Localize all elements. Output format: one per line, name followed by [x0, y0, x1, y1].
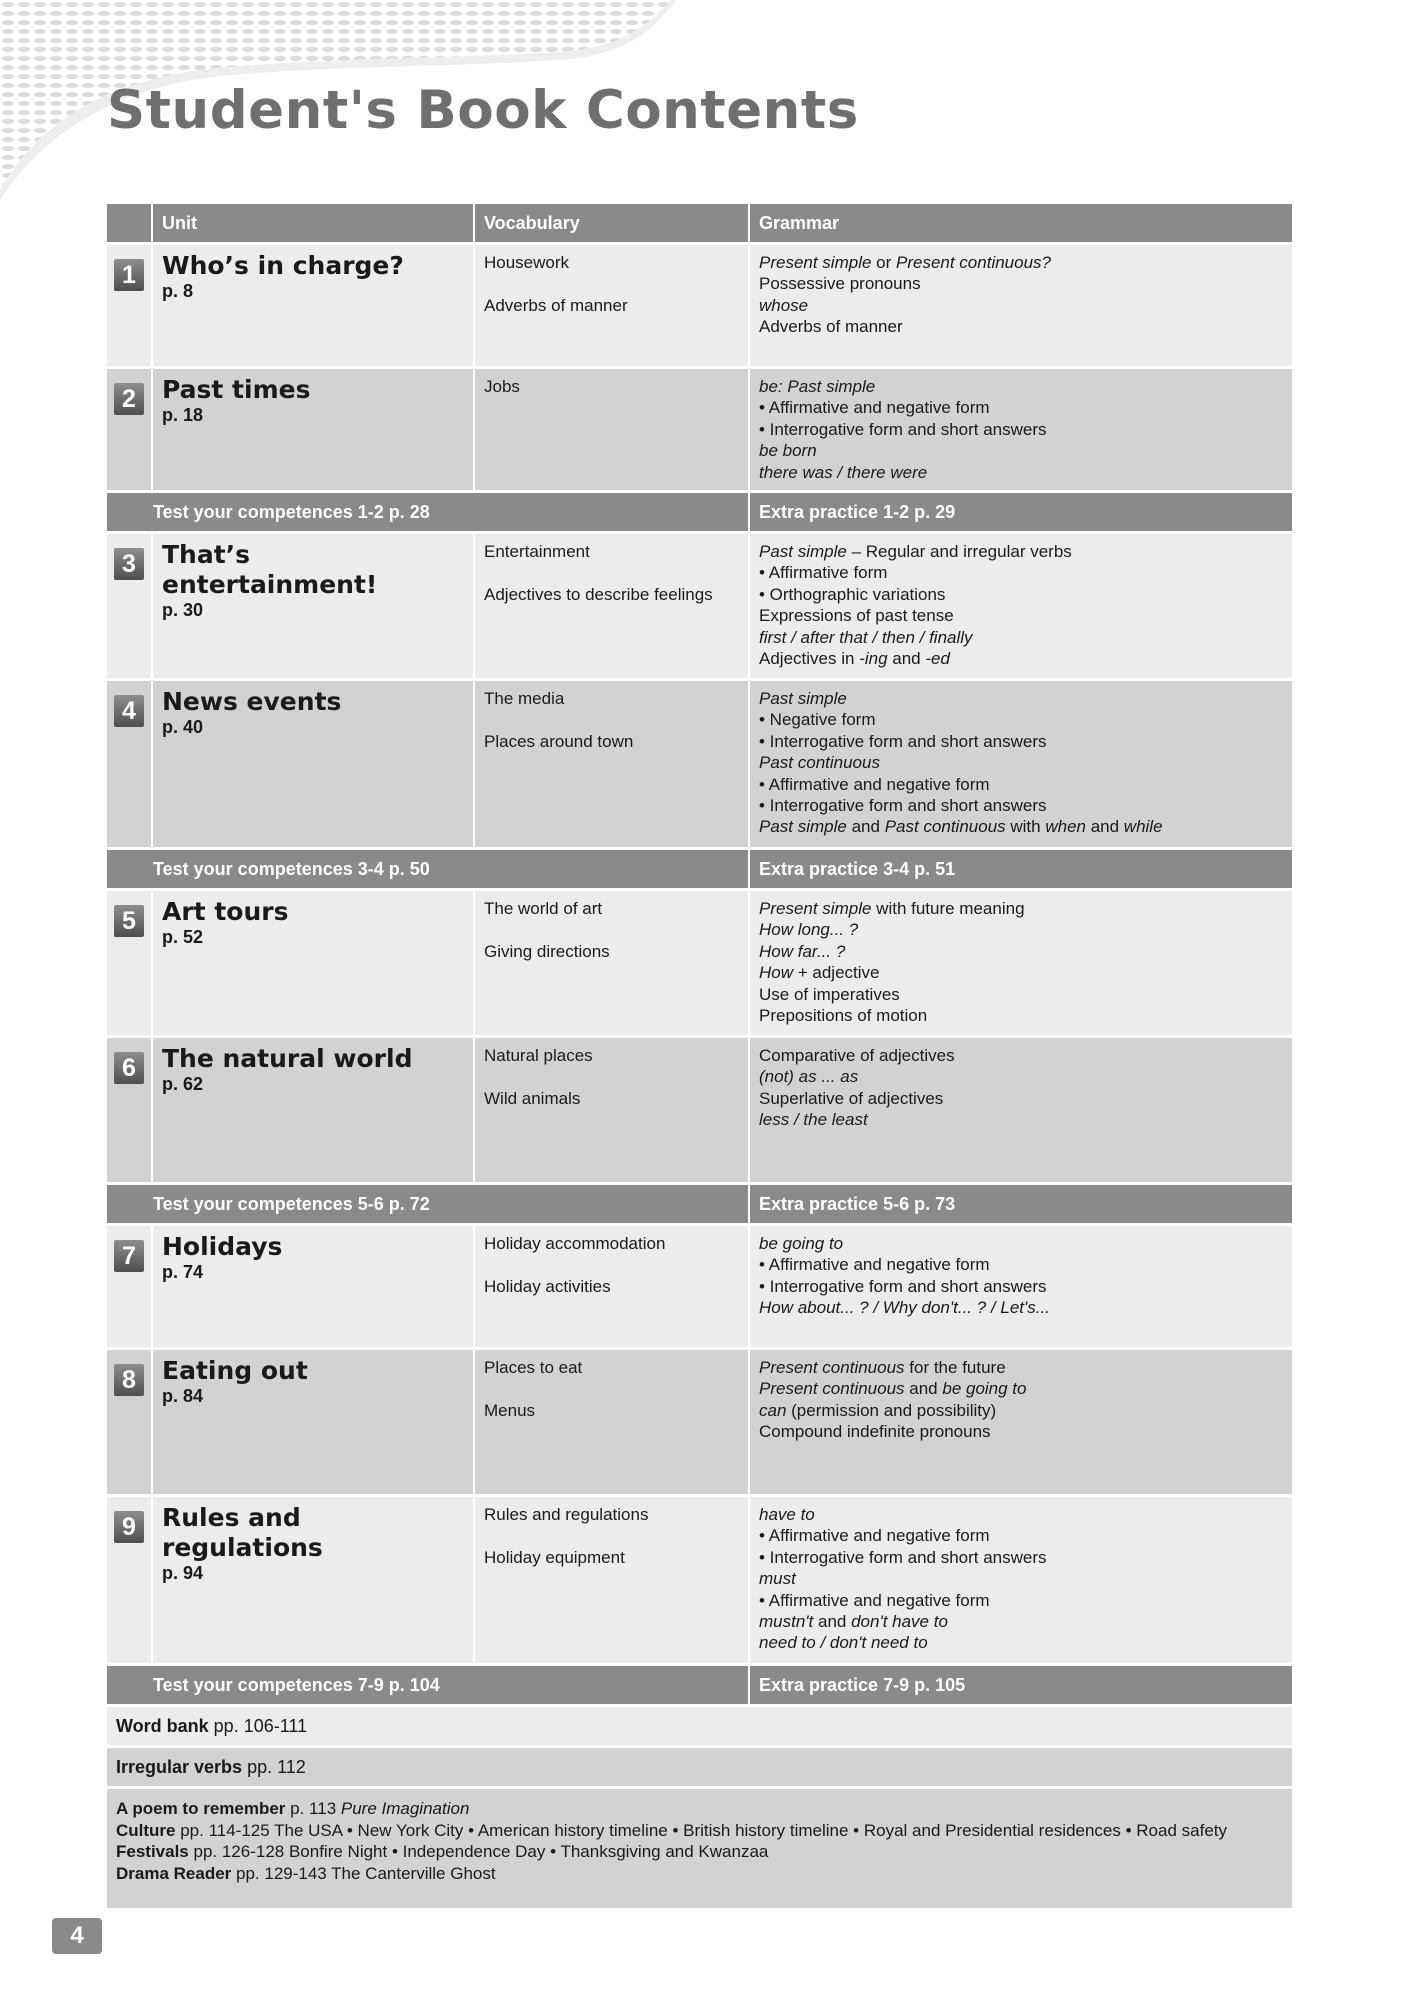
page-number: 4 — [52, 1918, 102, 1954]
unit-number-cell — [107, 1497, 153, 1663]
unit-number-badge: 2 — [114, 383, 144, 415]
unit-row-6 — [107, 1035, 1292, 1182]
unit-row-1 — [107, 242, 1292, 366]
vocabulary-item: Entertainment — [484, 542, 590, 561]
grammar-segment: and — [904, 1379, 943, 1399]
grammar-line — [759, 1254, 1283, 1275]
header-grammar: Grammar — [750, 204, 1292, 242]
grammar-segment: Past simple — [759, 817, 847, 837]
unit-number-badge: 3 — [114, 548, 144, 580]
grammar-segment: Comparative of adjectives — [759, 1046, 955, 1065]
grammar-line — [759, 1400, 1283, 1421]
unit-title-cell — [153, 1350, 475, 1494]
grammar-segment: • Affirmative and negative form — [759, 774, 990, 794]
extras-segment: A poem to remember — [116, 1799, 286, 1818]
grammar-line — [759, 376, 1283, 397]
grammar-cell — [750, 369, 1292, 490]
irregular-verbs-label: Irregular verbs — [116, 1757, 243, 1777]
grammar-line — [759, 397, 1283, 418]
grammar-segment: have to — [759, 1505, 815, 1524]
grammar-segment: and — [846, 817, 885, 837]
grammar-segment: be born — [759, 441, 817, 461]
grammar-line — [759, 1066, 1283, 1087]
unit-title: Eating out — [162, 1356, 308, 1385]
unit-page-ref: p. 40 — [162, 717, 204, 737]
vocabulary-item: The media — [484, 689, 565, 708]
grammar-segment: • Interrogative form and short answers — [759, 419, 1047, 439]
unit-title: News events — [162, 687, 342, 716]
grammar-cell — [750, 681, 1292, 847]
grammar-line — [759, 1297, 1283, 1318]
grammar-segment: while — [1123, 817, 1163, 837]
grammar-line — [759, 273, 1283, 294]
grammar-segment: don't have to — [851, 1612, 948, 1632]
vocabulary-cell — [475, 534, 750, 678]
grammar-segment: Past continuous — [884, 817, 1006, 837]
unit-title: Holidays — [162, 1232, 283, 1261]
extras-block — [107, 1786, 1292, 1908]
grammar-line — [759, 1378, 1283, 1399]
grammar-cell — [750, 1226, 1292, 1347]
unit-page-ref: p. 30 — [162, 600, 204, 620]
grammar-segment: there was / there were — [759, 462, 928, 482]
unit-number-cell — [107, 369, 153, 490]
unit-number-badge: 6 — [114, 1052, 144, 1084]
vocabulary-item: Places to eat — [484, 1358, 583, 1377]
grammar-segment: • Affirmative and negative form — [759, 398, 990, 418]
unit-title-cell — [153, 369, 475, 490]
vocabulary-item: Holiday accommodation — [484, 1234, 666, 1253]
grammar-cell — [750, 1350, 1292, 1494]
unit-title-cell — [153, 681, 475, 847]
grammar-line — [759, 709, 1283, 730]
grammar-line — [759, 941, 1283, 962]
unit-number-cell — [107, 534, 153, 678]
extras-segment: pp. 114-125 The USA • New York City • American history timeline • British history timeline • Royal and Presidential residences • Road safety — [175, 1820, 1228, 1840]
grammar-segment: must — [759, 1569, 796, 1589]
grammar-line — [759, 1005, 1283, 1026]
vocabulary-item: Adverbs of manner — [484, 296, 628, 315]
grammar-line — [759, 1421, 1283, 1442]
grammar-line — [759, 1504, 1283, 1525]
extras-segment: Culture — [116, 1820, 176, 1840]
grammar-line — [759, 984, 1283, 1005]
grammar-segment: Adverbs of manner — [759, 317, 903, 337]
unit-title: Past times — [162, 375, 311, 404]
unit-row-3 — [107, 531, 1292, 678]
vocabulary-cell — [475, 891, 750, 1035]
unit-page-ref: p. 52 — [162, 927, 204, 947]
unit-title-cell — [153, 1038, 475, 1182]
grammar-segment: can — [759, 1400, 787, 1420]
unit-title: That’s entertainment! — [162, 540, 378, 599]
grammar-segment: Past simple — [759, 542, 847, 561]
irregular-verbs-pages: pp. 112 — [242, 1757, 306, 1777]
vocabulary-item: The world of art — [484, 899, 603, 918]
unit-number-badge: 1 — [114, 259, 144, 291]
unit-page-ref: p. 84 — [162, 1386, 204, 1406]
grammar-line — [759, 1632, 1283, 1653]
grammar-line — [759, 1525, 1283, 1546]
extras-segment: pp. 126-128 Bonfire Night • Independence Day • Thanksgiving and Kwanzaa — [188, 1842, 769, 1861]
grammar-line — [759, 962, 1283, 983]
grammar-segment: mustn't — [759, 1612, 814, 1632]
unit-number-cell — [107, 1226, 153, 1347]
extra-practice-label: Extra practice 3-4 p. 51 — [750, 850, 1292, 888]
grammar-line — [759, 1547, 1283, 1568]
unit-title-cell — [153, 1497, 475, 1663]
header-vocabulary: Vocabulary — [475, 204, 750, 242]
grammar-line — [759, 440, 1283, 461]
grammar-line — [759, 774, 1283, 795]
grammar-line — [759, 1276, 1283, 1297]
vocabulary-item: Rules and regulations — [484, 1505, 649, 1524]
extras-segment: Pure Imagination — [340, 1799, 470, 1818]
grammar-segment: • Negative form — [759, 710, 876, 730]
unit-row-9 — [107, 1494, 1292, 1663]
page-title: Student's Book Contents — [107, 80, 859, 141]
extras-line — [116, 1863, 1283, 1885]
grammar-line — [759, 541, 1283, 562]
grammar-segment: less / the least — [759, 1110, 868, 1130]
grammar-segment: and — [813, 1612, 852, 1632]
extra-practice-label: Extra practice 1-2 p. 29 — [750, 493, 1292, 531]
grammar-line — [759, 316, 1283, 337]
grammar-line — [759, 919, 1283, 940]
unit-number-badge: 5 — [114, 905, 144, 937]
grammar-line — [759, 584, 1283, 605]
grammar-segment: • Interrogative form and short answers — [759, 796, 1047, 816]
unit-title-cell — [153, 891, 475, 1035]
word-bank-label: Word bank — [116, 1716, 209, 1736]
unit-number-cell — [107, 245, 153, 366]
grammar-line — [759, 252, 1283, 273]
vocabulary-item: Jobs — [484, 377, 520, 396]
grammar-segment: How — [759, 963, 794, 983]
unit-title: Who’s in charge? — [162, 251, 404, 280]
grammar-segment: Present simple — [759, 253, 872, 272]
grammar-segment: with future meaning — [871, 899, 1025, 918]
unit-row-8 — [107, 1347, 1292, 1494]
grammar-segment: (not) as ... as — [759, 1067, 859, 1087]
grammar-line — [759, 795, 1283, 816]
grammar-segment: + adjective — [793, 963, 880, 983]
grammar-segment: How far... ? — [759, 941, 846, 961]
unit-title: Art tours — [162, 897, 289, 926]
grammar-line — [759, 816, 1283, 837]
vocabulary-item: Adjectives to describe feelings — [484, 585, 713, 604]
grammar-segment: • Affirmative and negative form — [759, 1526, 990, 1546]
test-row — [107, 1182, 1292, 1223]
test-row — [107, 847, 1292, 888]
extras-segment: pp. 129-143 The Canterville Ghost — [231, 1863, 496, 1883]
unit-page-ref: p. 8 — [162, 281, 194, 301]
unit-row-4 — [107, 678, 1292, 847]
grammar-segment: need to / don't need to — [759, 1633, 928, 1653]
grammar-segment: be going to — [942, 1379, 1027, 1399]
extras-segment: p. 113 — [285, 1799, 341, 1818]
grammar-segment: when — [1045, 817, 1086, 837]
grammar-line — [759, 419, 1283, 440]
table-body — [107, 242, 1292, 1908]
unit-number-cell — [107, 1350, 153, 1494]
unit-title-cell — [153, 534, 475, 678]
grammar-segment: Present continuous — [759, 1379, 905, 1399]
grammar-cell — [750, 245, 1292, 366]
grammar-segment: – Regular and irregular verbs — [846, 542, 1072, 561]
vocabulary-cell — [475, 1350, 750, 1494]
grammar-segment: or — [871, 253, 896, 272]
grammar-line — [759, 1109, 1283, 1130]
grammar-segment: Expressions of past tense — [759, 606, 954, 626]
grammar-segment: Past simple — [759, 689, 847, 708]
unit-number-badge: 8 — [114, 1364, 144, 1396]
grammar-segment: Adjectives in — [759, 649, 860, 669]
extras-line — [116, 1841, 1283, 1863]
vocabulary-cell — [475, 1226, 750, 1347]
grammar-segment: • Affirmative and negative form — [759, 1255, 990, 1275]
grammar-line — [759, 1611, 1283, 1632]
grammar-segment: and — [887, 649, 926, 669]
extras-segment: Drama Reader — [116, 1863, 232, 1883]
vocabulary-item: Holiday equipment — [484, 1548, 625, 1567]
grammar-segment: • Interrogative form and short answers — [759, 1547, 1047, 1567]
grammar-line — [759, 688, 1283, 709]
unit-page-ref: p. 18 — [162, 405, 204, 425]
grammar-segment: Possessive pronouns — [759, 274, 921, 294]
vocabulary-cell — [475, 369, 750, 490]
grammar-line — [759, 1088, 1283, 1109]
test-row — [107, 490, 1292, 531]
test-competences-label: Test your competences 3-4 p. 50 — [107, 850, 750, 888]
vocabulary-cell — [475, 681, 750, 847]
grammar-line — [759, 627, 1283, 648]
test-competences-label: Test your competences 1-2 p. 28 — [107, 493, 750, 531]
unit-page-ref: p. 62 — [162, 1074, 204, 1094]
header-unit: Unit — [153, 204, 475, 242]
word-bank-row — [107, 1704, 1292, 1745]
unit-number-cell — [107, 681, 153, 847]
test-row — [107, 1663, 1292, 1704]
test-competences-label: Test your competences 7-9 p. 104 — [107, 1666, 750, 1704]
unit-row-2 — [107, 366, 1292, 490]
grammar-line — [759, 752, 1283, 773]
unit-number-badge: 7 — [114, 1240, 144, 1272]
grammar-line — [759, 648, 1283, 669]
grammar-segment: • Affirmative and negative form — [759, 1590, 990, 1610]
table-header — [107, 204, 1292, 242]
grammar-segment: -ing — [859, 649, 888, 669]
grammar-line — [759, 605, 1283, 626]
unit-number-cell — [107, 891, 153, 1035]
grammar-segment: first / after that / then / finally — [759, 627, 973, 647]
extra-practice-label: Extra practice 7-9 p. 105 — [750, 1666, 1292, 1704]
grammar-cell — [750, 1038, 1292, 1182]
vocabulary-item: Giving directions — [484, 942, 610, 961]
grammar-segment: and — [1085, 817, 1124, 837]
grammar-cell — [750, 1497, 1292, 1663]
test-competences-label: Test your competences 5-6 p. 72 — [107, 1185, 750, 1223]
grammar-segment: Present continuous — [759, 1358, 905, 1377]
grammar-line — [759, 1357, 1283, 1378]
grammar-segment: Superlative of adjectives — [759, 1088, 944, 1108]
grammar-segment: Present continuous? — [896, 253, 1051, 272]
unit-number-cell — [107, 1038, 153, 1182]
grammar-segment: • Interrogative form and short answers — [759, 1276, 1047, 1296]
grammar-segment: whose — [759, 295, 809, 315]
grammar-segment: (permission and possibility) — [786, 1400, 997, 1420]
contents-table — [107, 204, 1292, 1908]
vocabulary-item: Wild animals — [484, 1089, 581, 1108]
unit-title: The natural world — [162, 1044, 413, 1073]
grammar-line — [759, 462, 1283, 483]
vocabulary-cell — [475, 245, 750, 366]
header-blank — [107, 204, 153, 242]
grammar-line — [759, 1045, 1283, 1066]
grammar-segment: be: Past simple — [759, 377, 876, 396]
grammar-segment: -ed — [925, 649, 950, 669]
grammar-segment: with — [1005, 817, 1046, 837]
grammar-cell — [750, 891, 1292, 1035]
unit-page-ref: p. 74 — [162, 1262, 204, 1282]
grammar-segment: Present simple — [759, 899, 872, 918]
grammar-segment: Past continuous — [759, 753, 880, 773]
vocabulary-item: Housework — [484, 253, 570, 272]
grammar-segment: How about... ? / Why don't... ? / Let's... — [759, 1298, 1050, 1318]
word-bank-pages: pp. 106-111 — [208, 1716, 308, 1736]
grammar-line — [759, 295, 1283, 316]
grammar-segment: How long... ? — [759, 920, 859, 940]
unit-title: Rules and regulations — [162, 1503, 323, 1562]
unit-row-7 — [107, 1223, 1292, 1347]
grammar-line — [759, 1233, 1283, 1254]
vocabulary-cell — [475, 1497, 750, 1663]
unit-row-5 — [107, 888, 1292, 1035]
grammar-segment: be going to — [759, 1234, 844, 1253]
grammar-segment: Prepositions of motion — [759, 1006, 928, 1026]
unit-title-cell — [153, 245, 475, 366]
grammar-segment: • Affirmative form — [759, 563, 888, 583]
grammar-segment: • Orthographic variations — [759, 584, 946, 604]
vocabulary-item: Natural places — [484, 1046, 593, 1065]
grammar-segment: Compound indefinite pronouns — [759, 1422, 991, 1442]
grammar-line — [759, 1590, 1283, 1611]
grammar-line — [759, 898, 1283, 919]
unit-number-badge: 4 — [114, 695, 144, 727]
extras-line — [116, 1798, 1283, 1820]
grammar-segment: for the future — [904, 1358, 1006, 1377]
grammar-line — [759, 1568, 1283, 1589]
vocabulary-item: Places around town — [484, 732, 634, 751]
extra-practice-label: Extra practice 5-6 p. 73 — [750, 1185, 1292, 1223]
vocabulary-item: Holiday activities — [484, 1277, 611, 1296]
extras-line — [116, 1820, 1283, 1842]
vocabulary-item: Menus — [484, 1401, 536, 1420]
extras-segment: Festivals — [116, 1842, 189, 1861]
grammar-line — [759, 562, 1283, 583]
grammar-segment: Use of imperatives — [759, 984, 900, 1004]
grammar-cell — [750, 534, 1292, 678]
unit-page-ref: p. 94 — [162, 1563, 204, 1583]
irregular-verbs-row — [107, 1745, 1292, 1786]
grammar-segment: • Interrogative form and short answers — [759, 731, 1047, 751]
unit-number-badge: 9 — [114, 1511, 144, 1543]
vocabulary-cell — [475, 1038, 750, 1182]
grammar-line — [759, 731, 1283, 752]
unit-title-cell — [153, 1226, 475, 1347]
